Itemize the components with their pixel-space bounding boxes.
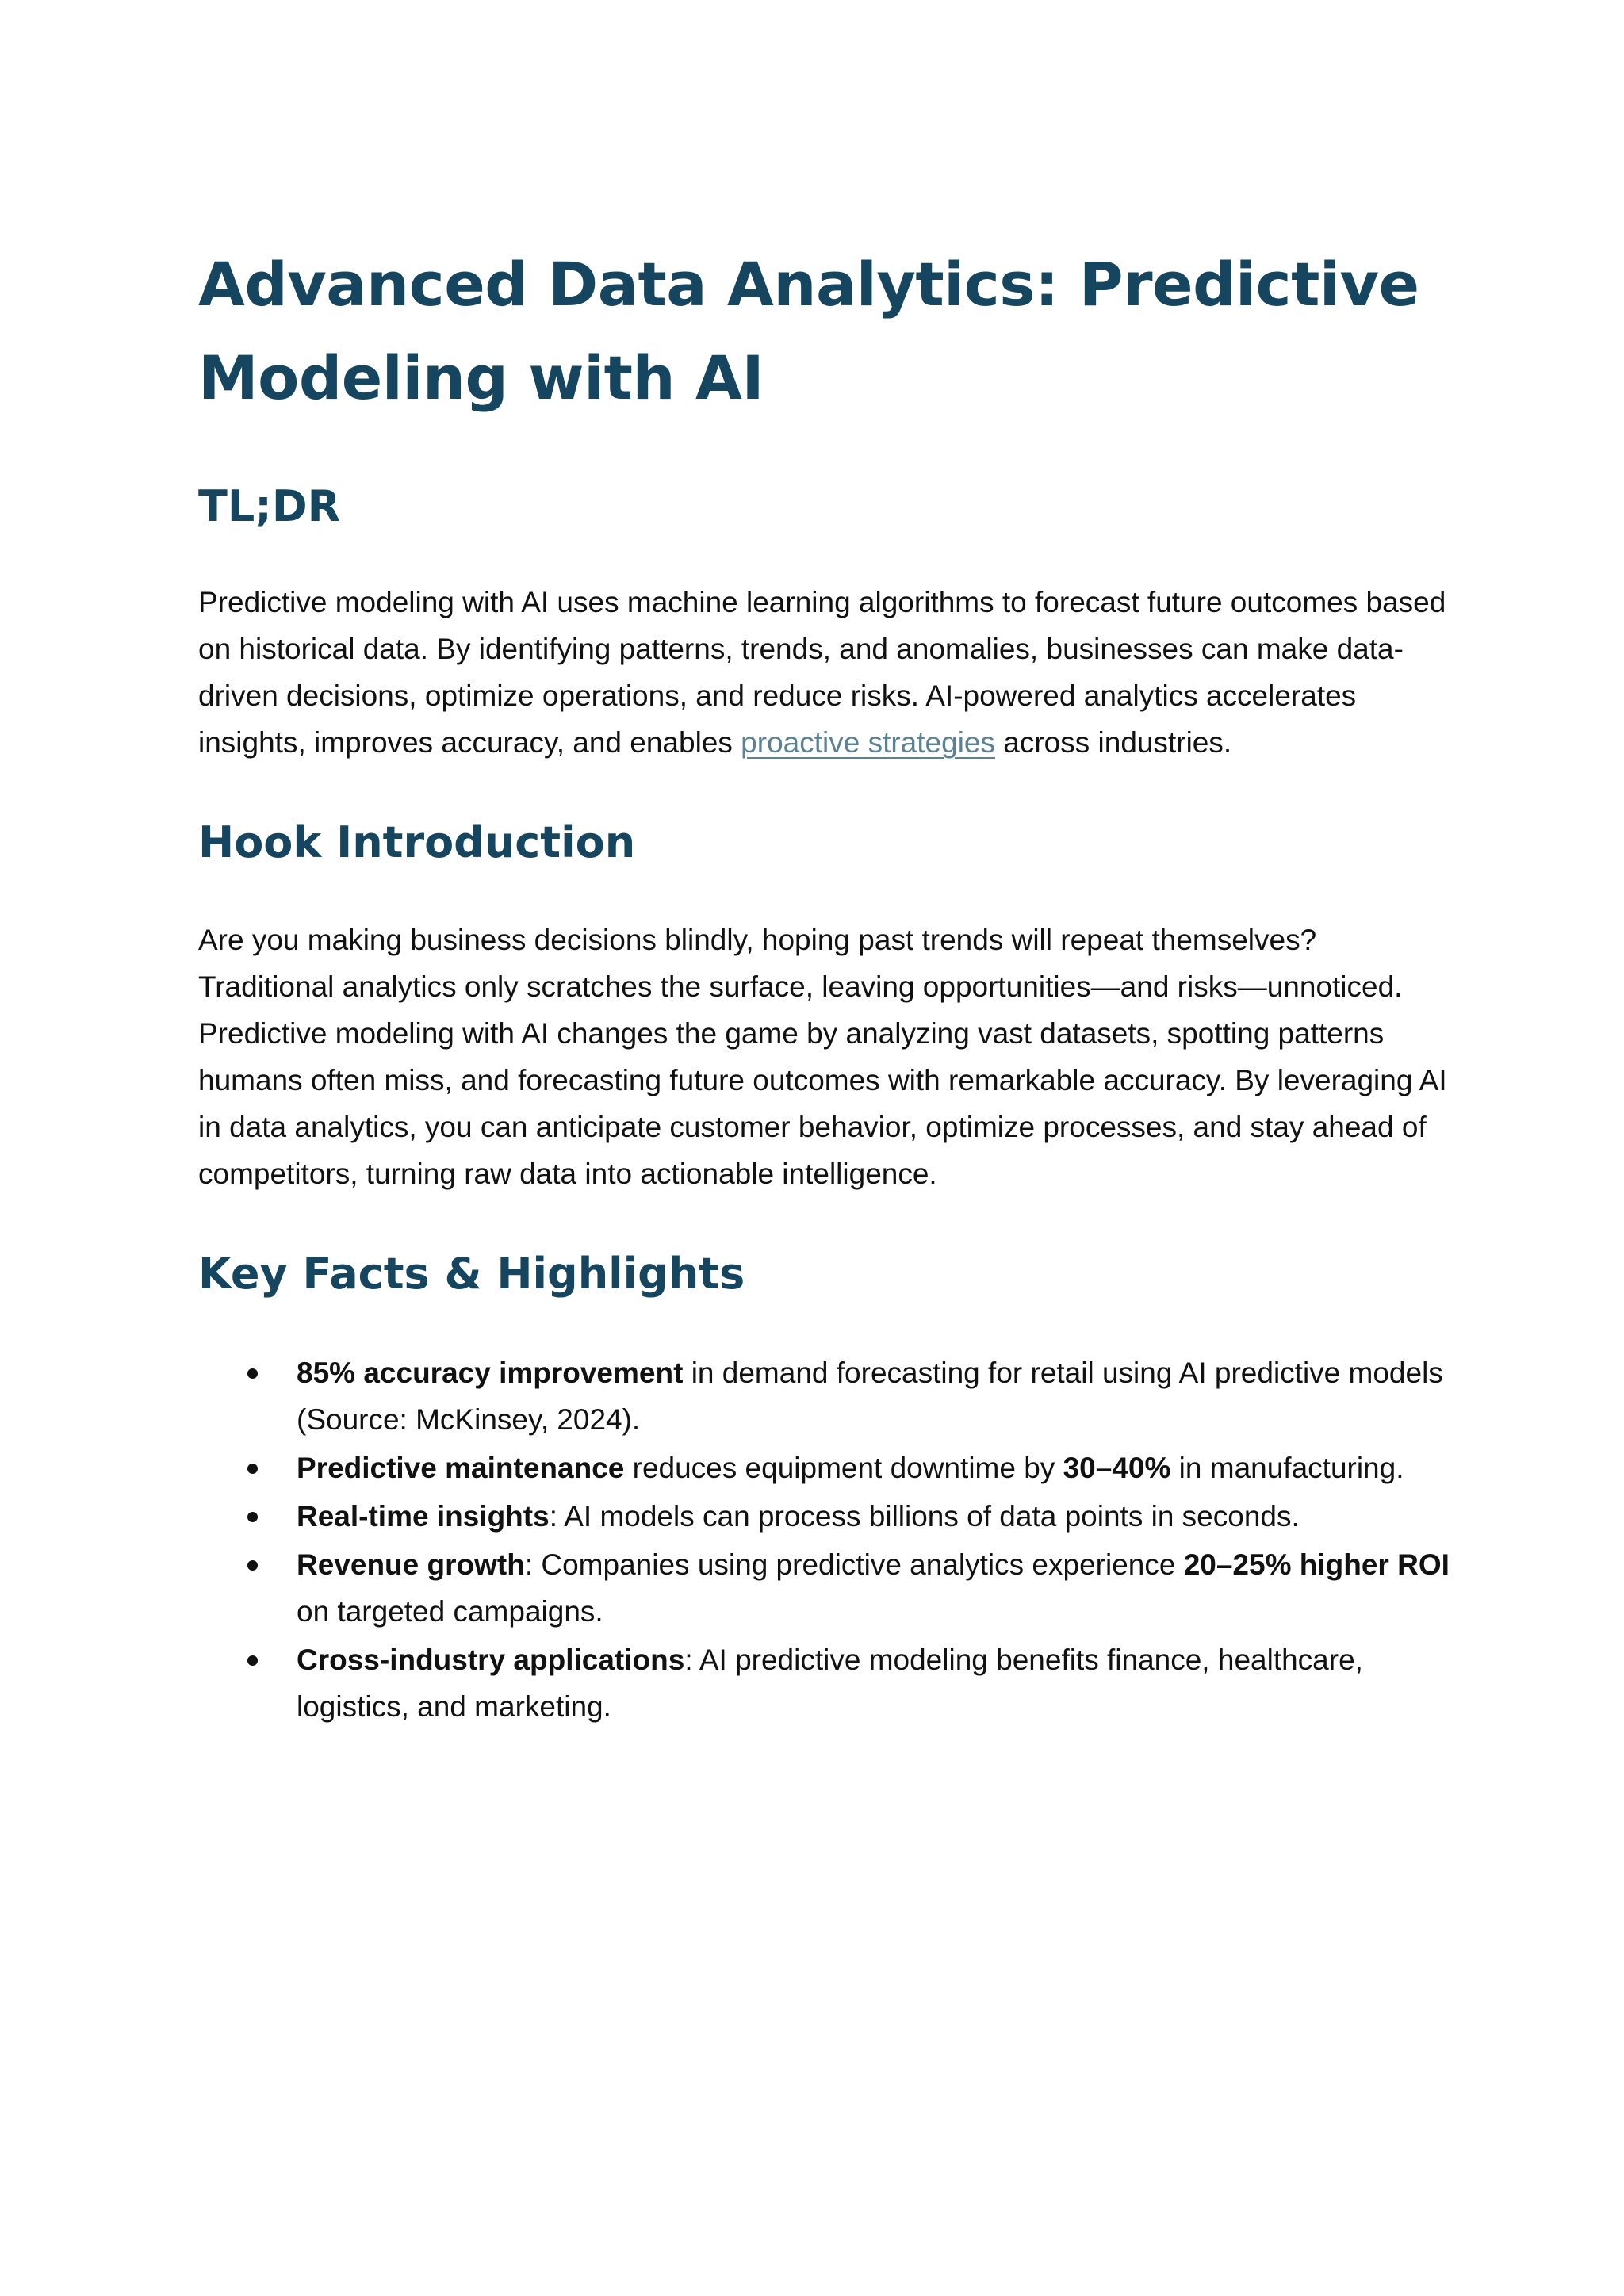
fact-text: : AI models can process billions of data points in seconds.: [549, 1500, 1300, 1533]
list-item: [198, 1541, 1451, 1635]
list-item: [198, 1493, 1451, 1540]
hook-introduction-paragraph: Are you making business decisions blindly, hoping past trends will repeat themselves? Traditional analytics only scratches the surface, leaving opportunities—and risks—unnoticed. Predictive modeling with AI changes the game by analyzing vast datasets, spotting patterns humans often miss, and forecasting future outcomes with remarkable accuracy. By leveraging AI in data analytics, you can anticipate customer behavior, optimize processes, and stay ahead of competitors, turning raw data into actionable intelligence.: [198, 924, 1447, 1190]
document-title: Advanced Data Analytics: Predictive Modeling with AI: [198, 249, 1419, 413]
bullet-icon: [247, 1560, 258, 1571]
proactive-strategies-link[interactable]: proactive strategies: [741, 726, 995, 759]
fact-bold-text: 30–40%: [1063, 1452, 1171, 1484]
fact-bold-text: Cross-industry applications: [297, 1644, 685, 1676]
key-facts-heading: Key Facts & Highlights: [198, 1249, 745, 1299]
bullet-icon: [247, 1512, 258, 1522]
list-item: [198, 1445, 1451, 1491]
fact-text: : AI predictive modeling benefits finance, healthcare, logistics, and marketing.: [297, 1644, 1363, 1723]
tldr-heading: TL;DR: [198, 481, 341, 531]
bullet-icon: [247, 1368, 258, 1379]
list-item: [198, 1636, 1451, 1730]
fact-text: in manufacturing.: [1170, 1452, 1404, 1484]
key-facts-list: [198, 1349, 1451, 1730]
document-page: [198, 238, 1451, 1732]
fact-bold-text: Real-time insights: [297, 1500, 550, 1533]
tldr-paragraph: [198, 579, 1451, 766]
tldr-text-end: across industries.: [995, 726, 1232, 759]
fact-text: in demand forecasting for retail using AI predictive models (Source: McKinsey, 2024).: [297, 1357, 1443, 1436]
fact-text: reduces equipment downtime by: [624, 1452, 1063, 1484]
bullet-icon: [247, 1464, 258, 1474]
fact-text: on targeted campaigns.: [297, 1595, 603, 1628]
fact-bold-text: 20–25% higher ROI: [1183, 1548, 1450, 1581]
list-item: [198, 1349, 1451, 1443]
fact-bold-text: Predictive maintenance: [297, 1452, 625, 1484]
hook-introduction-heading: Hook Introduction: [198, 817, 636, 867]
fact-text: : Companies using predictive analytics experience: [524, 1548, 1184, 1581]
fact-bold-text: 85% accuracy improvement: [297, 1357, 684, 1389]
bullet-icon: [247, 1655, 258, 1666]
tldr-text: Predictive modeling with AI uses machine learning algorithms to forecast future outcomes based on historical data. By identifying patterns, trends, and anomalies, businesses can make data-driven decisions, optimize operations, and reduce risks. AI-powered analytics accelerates insights, improves accuracy, and enables: [198, 586, 1446, 759]
fact-bold-text: Revenue growth: [297, 1548, 525, 1581]
